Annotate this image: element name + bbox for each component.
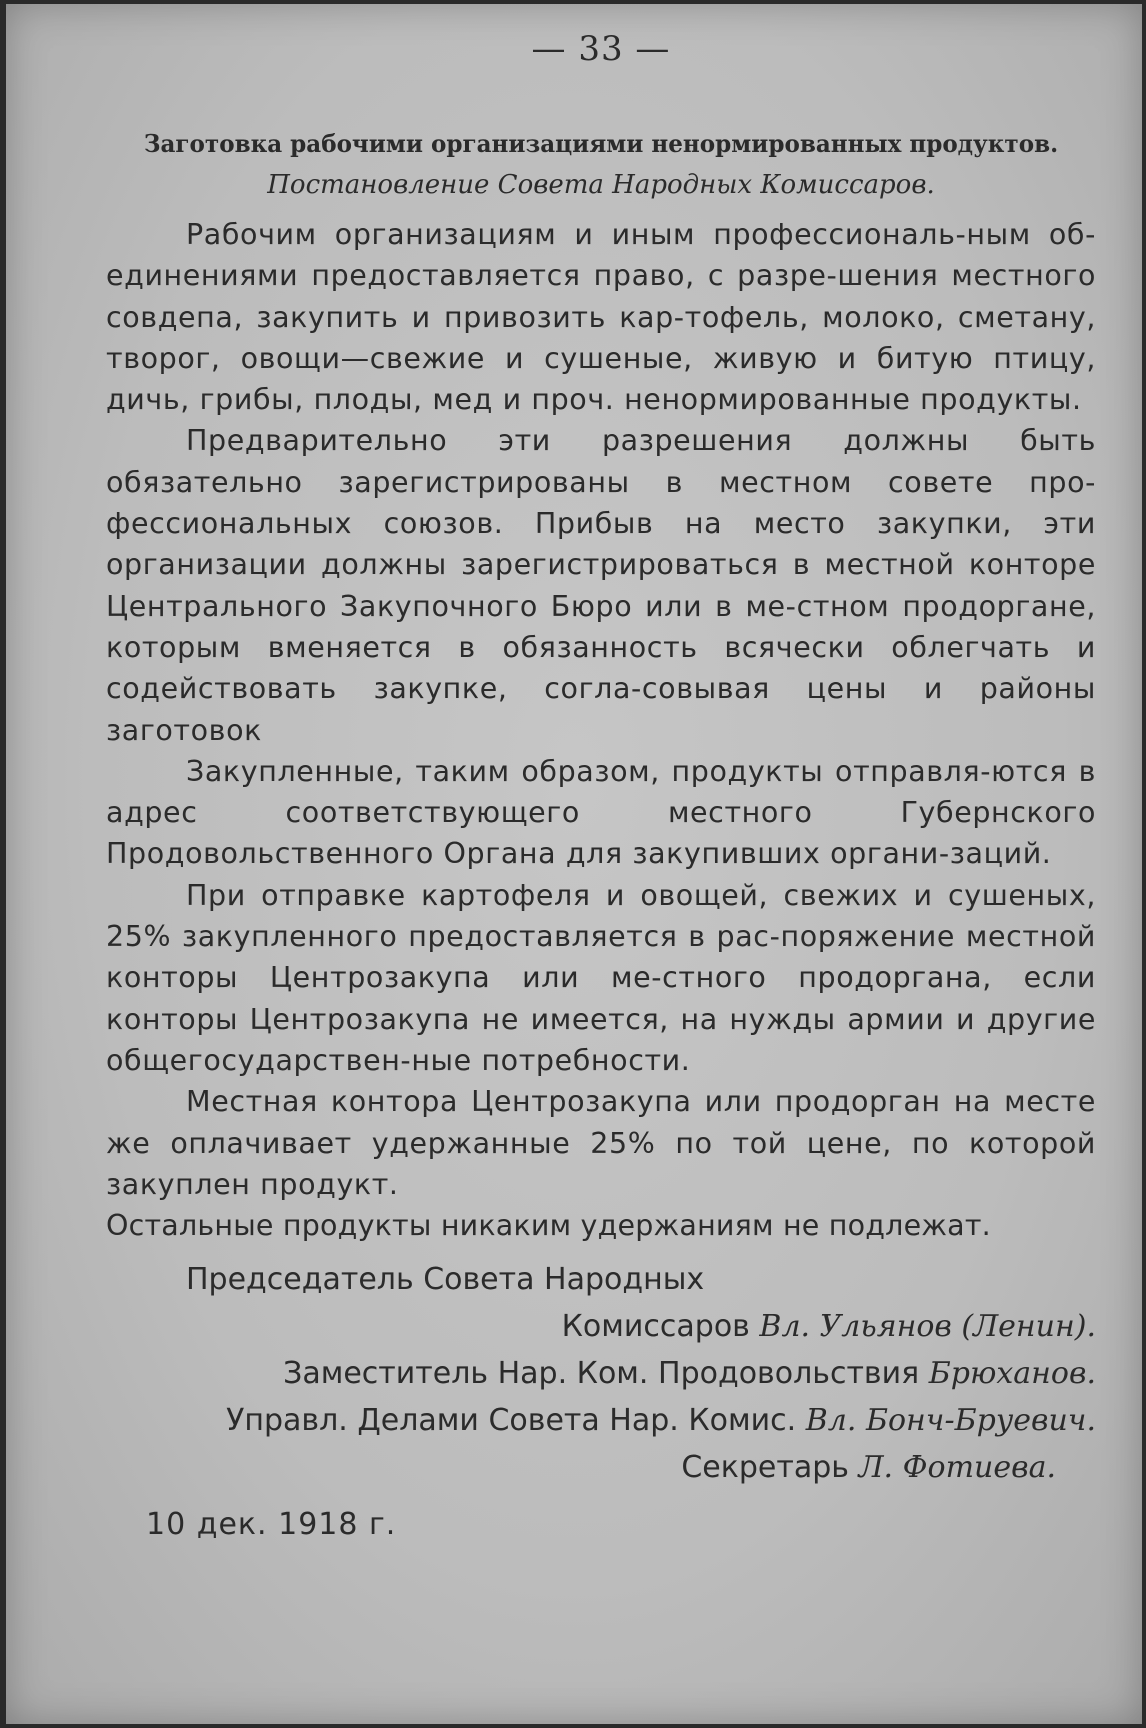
chairman-line bbox=[106, 1303, 1096, 1350]
secretary-title: Секретарь bbox=[681, 1450, 849, 1486]
document-title: Заготовка рабочими организациями ненормированных продуктов. bbox=[143, 129, 1059, 158]
document-content bbox=[106, 24, 1096, 1545]
manager-line bbox=[106, 1397, 1096, 1444]
manager-name: Вл. Бонч-Бруевич. bbox=[805, 1403, 1096, 1439]
document-date: 10 дек. 1918 г. bbox=[146, 1507, 397, 1543]
signatures-block bbox=[106, 1256, 1096, 1491]
document-page bbox=[6, 4, 1142, 1724]
paragraph-3: Закупленные, таким образом, продукты отправля-ются в адрес соответствующего местного Губернского Продовольственного Органа для закупивших органи-заций. bbox=[106, 754, 1096, 871]
chairman-title-2: Комиссаров bbox=[561, 1309, 750, 1345]
paragraph-4: При отправке картофеля и овощей, свежих и сушеных, 25% закупленного предоставляется в рас-поряжение местной конторы Центрозакупа или ме-стного продоргана, если конторы Центрозакупа не имеется, на нужды армии и другие общегосударствен-ные потребности. bbox=[106, 878, 1096, 1077]
paragraph-5: Местная контора Центрозакупа или продорган на месте же оплачивает удержанные 25% по той цене, по которой закуплен продукт. bbox=[106, 1085, 1096, 1201]
paragraph-1: Рабочим организациям и иным профессиональ-ным об-единениями предоставляется право, с разре-шения местного совдепа, закупить и привозить кар-тофель, молоко, сметану, творог, овощи—свежие и сушеные, живую и битую птицу, дичь, грибы, плоды, мед и проч. ненормированные продукты. bbox=[106, 218, 1096, 417]
deputy-title: Заместитель Нар. Ком. Продовольствия bbox=[283, 1356, 920, 1392]
chairman-title-line-1 bbox=[106, 1256, 1096, 1303]
secretary-line bbox=[106, 1444, 1096, 1491]
paragraph-2: Предварительно эти разрешения должны быть обязательно зарегистрированы в местном совете про-фессиональных союзов. Прибыв на место закупки, эти организации должны зарегистрироваться в местной конторе Центрального Закупочного Бюро или в ме-стном продоргане, которым вменяется в обязанность всячески облегчать и содействовать закупке, согла-совывая цены и районы заготовок bbox=[106, 424, 1096, 747]
deputy-line bbox=[106, 1350, 1096, 1397]
closing-line: Остальные продукты никаким удержаниям не подлежат. bbox=[106, 1209, 991, 1243]
chairman-name: Вл. Ульянов (Ленин). bbox=[759, 1309, 1096, 1345]
secretary-name: Л. Фотиева. bbox=[858, 1450, 1056, 1486]
deputy-name: Брюханов. bbox=[928, 1356, 1096, 1392]
page-number: — 33 — bbox=[531, 29, 671, 69]
document-subtitle: Постановление Совета Народных Комиссаров. bbox=[267, 170, 935, 200]
manager-title: Управл. Делами Совета Нар. Комис. bbox=[226, 1403, 797, 1439]
chairman-title-1: Председатель Совета Народных bbox=[186, 1262, 705, 1298]
